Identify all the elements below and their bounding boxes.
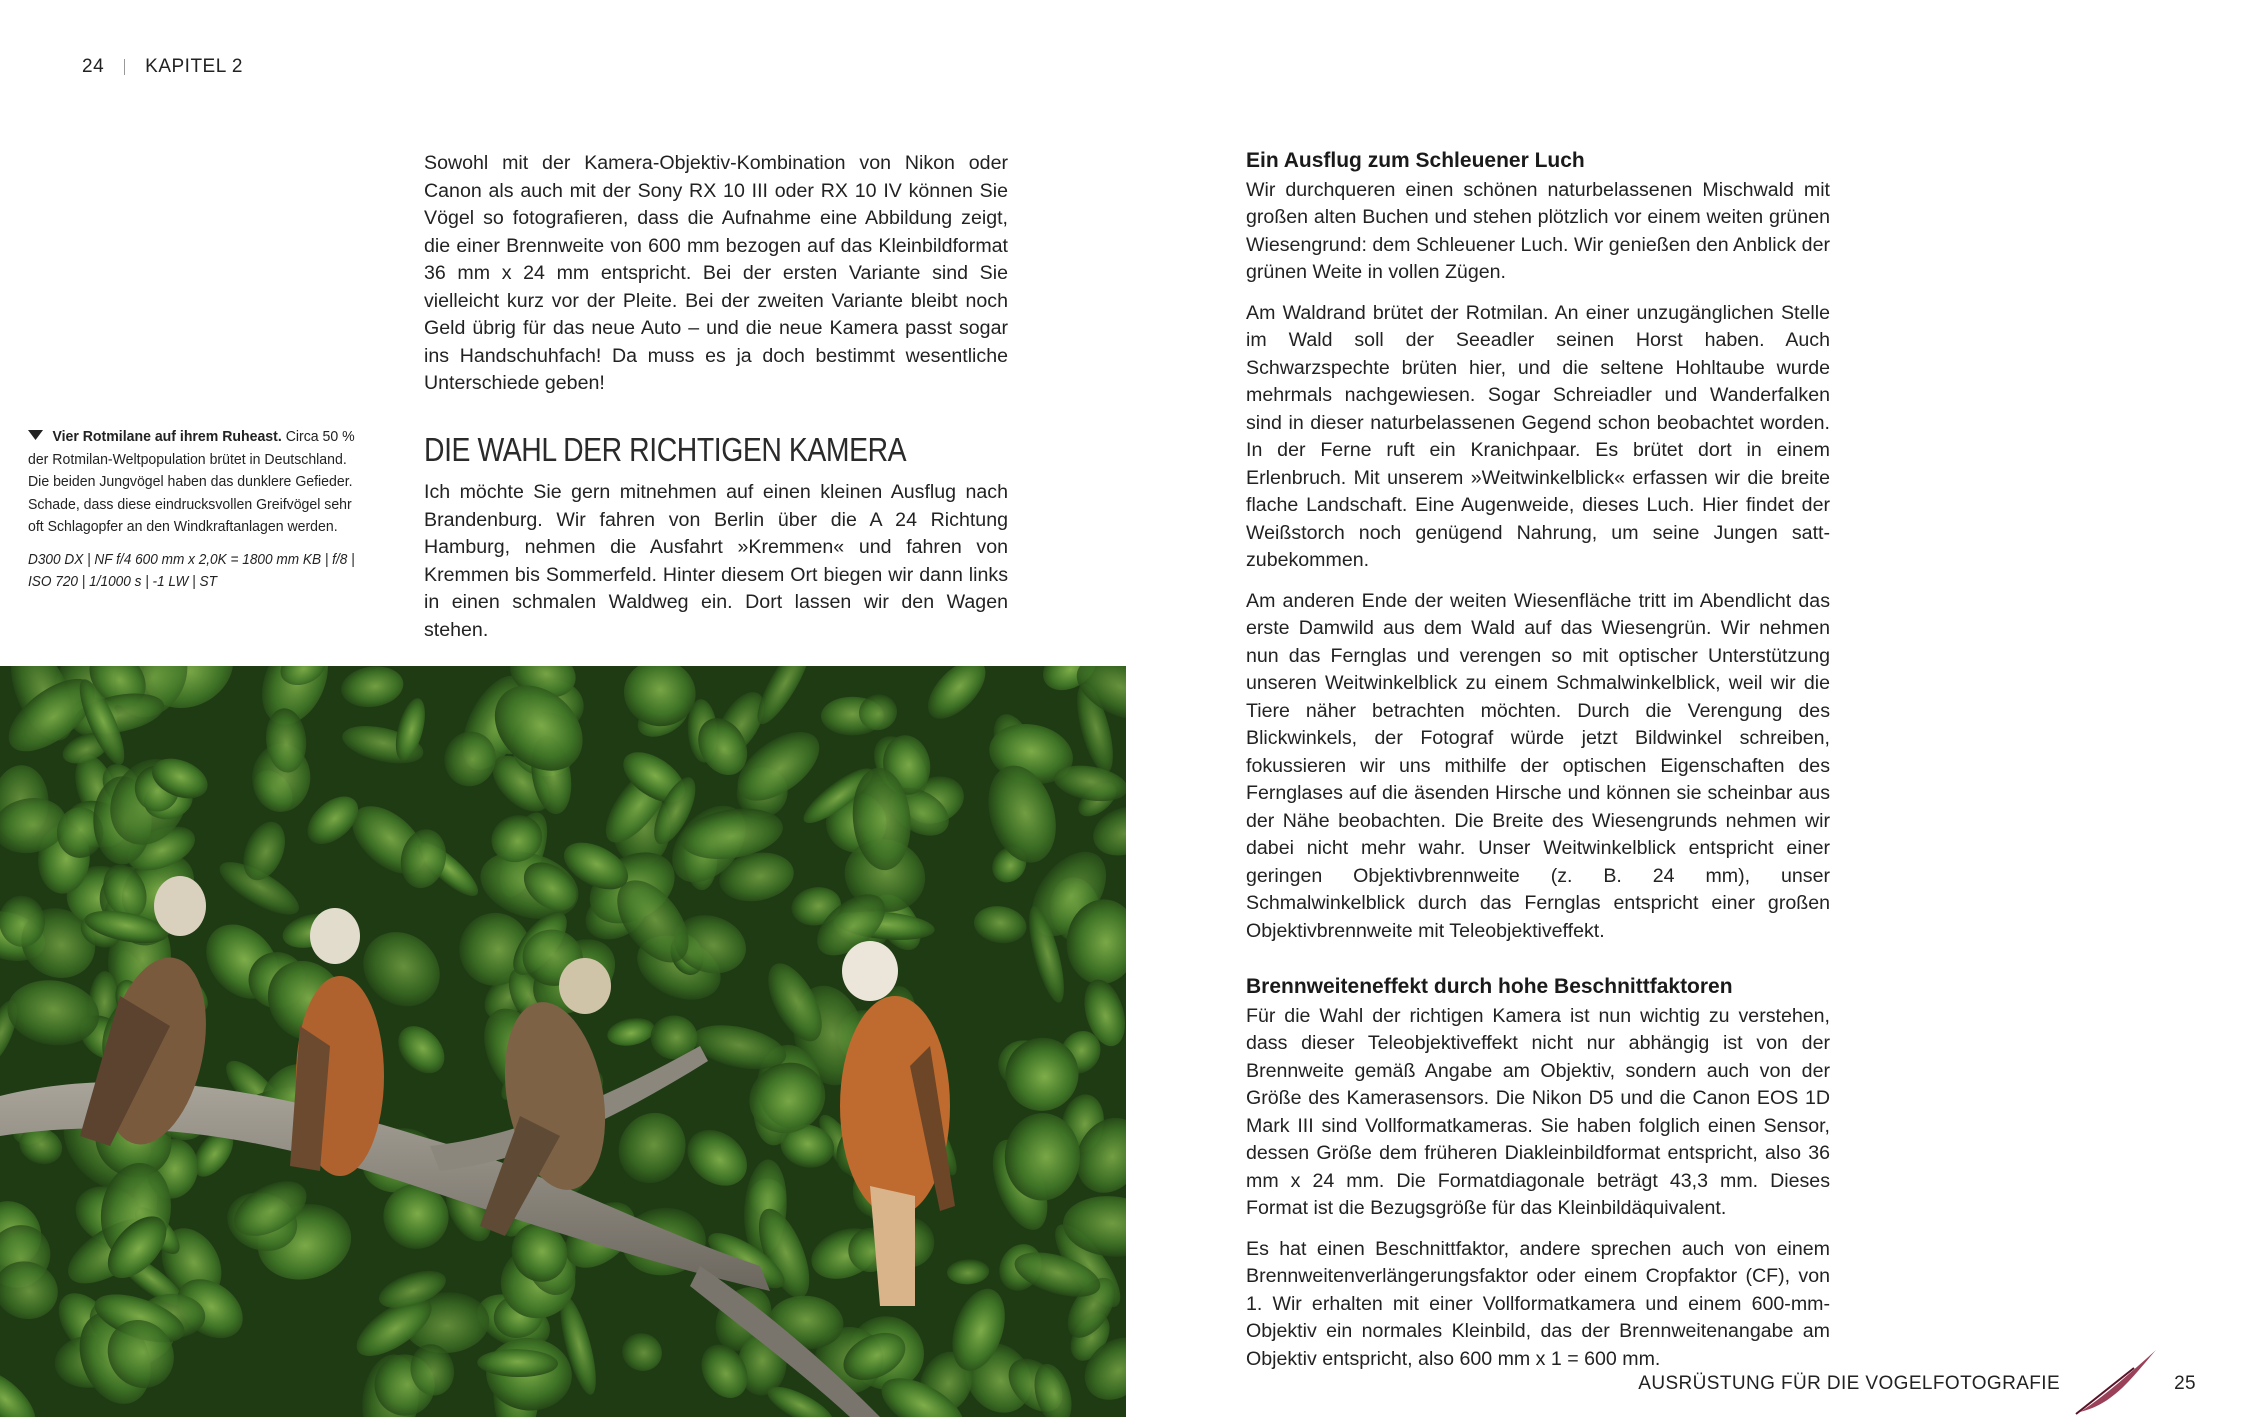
feather-icon	[2072, 1346, 2162, 1422]
right-column	[1246, 147, 1830, 1386]
paragraph-beschnittfaktor: Es hat einen Beschnittfaktor, andere sprechen auch von einem Brennweitenverlängerungsfaktor oder einem Cropfaktor (CF), von 1. Wir erhalten mit einer Vollformatkamera und einem 600-mm-Objektiv ein normales Kleinbild, das der Brennweitenangabe am Objektiv entspricht, also 600 mm x 1 = 600 mm.	[1246, 1237, 1830, 1370]
caption-camera-settings: D300 DX | NF f/4 600 mm x 2,0K = 1800 mm KB | f/8 | ISO 720 | 1/1000 s | -1 LW | ST	[28, 551, 355, 590]
paragraph-mischwald: Wir durchqueren einen schönen naturbelassenen Mischwald mit großen alten Buchen und stehen plötzlich vor einem weiten grünen Wiesengrund: dem Schleuener Luch. Wir genießen den Anblick der grünen Weite in vollen Zügen.	[1246, 178, 1830, 283]
photo-caption	[28, 426, 359, 593]
section-heading: DIE WAHL DER RICHTIGEN KAMERA	[424, 430, 907, 468]
subheading-brennweiteneffekt: Brennweiteneffekt durch hohe Beschnittfaktoren	[1246, 975, 1733, 998]
footer-title: AUSRÜSTUNG FÜR DIE VOGELFOTOGRAFIE	[1638, 1373, 2061, 1394]
middle-column	[424, 150, 1008, 657]
intro-paragraph: Sowohl mit der Kamera-Objektiv-Kombination von Nikon oder Canon als auch mit der Sony RX 10 III oder RX 10 IV können Sie Vögel so fotografieren, dass die Aufnahme eine Abbildung zeigt, die einer Brennweite von 600 mm bezogen auf das Kleinbildformat 36 mm x 24 mm entspricht. Bei der ersten Variante sind Sie vielleicht kurz vor der Pleite. Bei der zweiten Variante bleibt noch Geld übrig für das neue Auto – und die neue Kamera passt sogar ins Handschuhfach! Da muss es ja doch bestimmt wesentliche Unterschiede geben!	[424, 152, 1008, 394]
excursion-paragraph: Ich möchte Sie gern mitnehmen auf einen kleinen Ausflug nach Brandenburg. Wir fahren von Berlin über die A 24 Richtung Hamburg, nehmen die Ausfahrt »Kremmen« und fahren von Kremmen bis Sommerfeld. Hinter diesem Ort biegen wir dann links in einen schmalen Waldweg ein. Dort lassen wir den Wagen stehen.	[424, 481, 1008, 641]
paragraph-kamerasensor: Für die Wahl der richtigen Kamera ist nun wichtig zu verstehen, dass dieser Teleobjektiveffekt nicht nur abhängig ist von der Brennweite gemäß Angabe am Objektiv, sondern auch von der Größe des Kamerasensors. Die Nikon D5 und die Canon EOS 1D Mark III sind Vollformatkameras. Sie haben folglich einen Sensor, dessen Größe dem früheren Diakleinbildformat entspricht, also 36 mm x 24 mm. Die Formatdiagonale beträgt 43,3 mm. Dieses Format ist die Bezugsgröße für das Kleinbildäquivalent.	[1246, 1004, 1830, 1219]
running-header	[82, 56, 243, 78]
chapter-label: KAPITEL 2	[145, 56, 243, 77]
caption-text: Circa 50 % der Rotmilan-Weltpopulation brütet in Deutschland. Die beiden Jungvögel haben das dunklere Gefieder. Schade, dass diese eindrucksvollen Greifvögel sehr oft Schlagopfer an den Windkraftanlagen werden.	[28, 428, 355, 535]
paragraph-damwild: Am anderen Ende der weiten Wiesenfläche tritt im Abendlicht das erste Damwild aus dem Wald auf das Wiesengrün. Wir nehmen nun das Fernglas und verengen so mit optischer Unterstützung unseren Weitwinkelblick zu einem Schmalwinkelblick, weil wir die Tiere näher betrachten möchten. Durch die Verengung des Blickwinkels, der Fotograf würde jetzt Bildwinkel schreiben, fokussieren wir uns mithilfe der optischen Eigenschaften des Fernglases auf die äsenden Hirsche und können sie scheinbar aus der Nähe beobachten. Die Breite des Wiesengrunds nehmen wir dabei nicht mehr wahr. Unser Weitwinkelblick entspricht einer geringen Objektivbrennweite (z. B. 24 mm), unser Schmalwinkelblick durch das Fernglas entspricht einer großen Objektivbrennweite mit Teleobjektiveffekt.	[1246, 589, 1830, 942]
paragraph-rotmilan: Am Waldrand brütet der Rotmilan. An einer unzugänglichen Stelle im Wald soll der Seeadler seinen Horst haben. Auch Schwarzspechte brüten hier, und die seltene Hohltaube wurde mehrmals nachgewiesen. Sogar Schreiadler und Wanderfalken sind in dieser naturbelassenen Gegend schon beobachtet worden. In der Ferne ruft ein Kranichpaar. Es brütet dort in einem Erlenbruch. Mit unserem »Weitwinkelblick« erfassen wir die breite flache Landschaft. Eine Augenweide, dieses Luch. Hier findet der Weißstorch noch genügend Nahrung, um seine Jungen sattzubekommen.	[1246, 301, 1830, 571]
header-divider	[124, 59, 125, 75]
page-number-right: 25	[2174, 1373, 2196, 1394]
photo-illustration	[0, 666, 1126, 1417]
red-kites-photo	[0, 666, 1126, 1417]
caption-pointer-icon	[28, 430, 43, 440]
running-footer	[1638, 1346, 2196, 1422]
subheading-schleuener-luch: Ein Ausflug zum Schleuener Luch	[1246, 149, 1585, 172]
caption-lead: Vier Rotmilane auf ihrem Ruheast.	[52, 428, 282, 445]
page-number-left: 24	[82, 56, 105, 77]
